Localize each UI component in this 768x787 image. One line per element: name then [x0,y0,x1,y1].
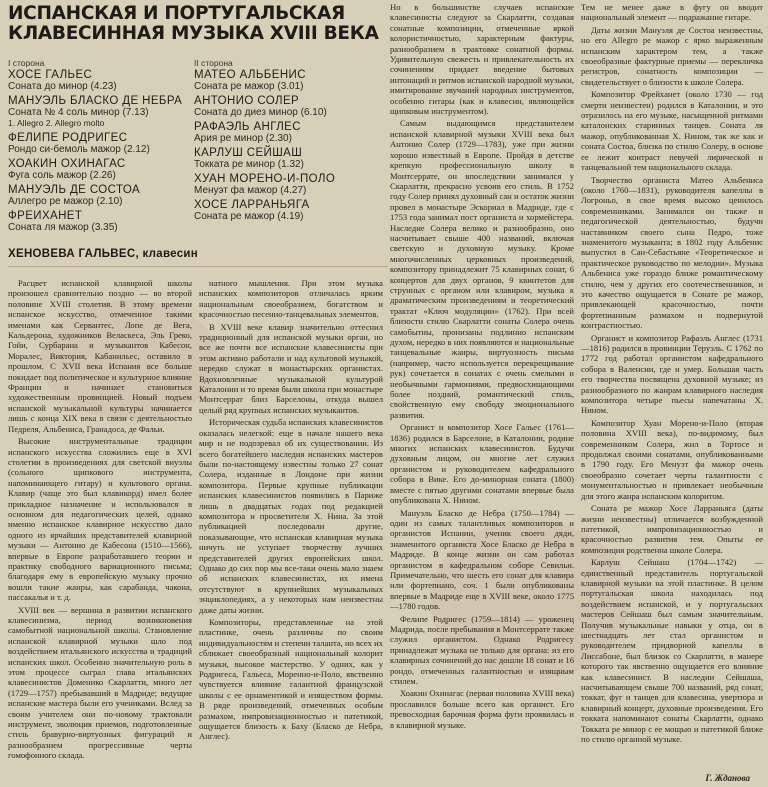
track-composer: ФРЕИХАНЕТ [8,210,83,222]
liner-notes-column-4 [581,2,763,772]
liner-paragraph: Органист и композитор Хосе Гальес (1761—1836) родился в Барселоне, в Каталонии, родине многих испанских клавесинистов. Будучи духовным лицом, он многие лет служил органистом и руководителем кафедрального собора в Вике. Его до-минорная соната (1800) вместе с пятью другими сонатами впервые была опубликована Х. Нином. [390,422,574,506]
track-item [194,173,384,196]
track-item [194,95,384,118]
track-composer: ФЕЛИПЕ РОДРИГЕС [8,132,128,144]
track-composer: МАНУЭЛЬ ДЕ СОСТОА [8,184,141,196]
liner-paragraph: Композиторы, представленные на этой пластинке, очень различны по своим индивидуальностям и степени таланта, но всех их сближает своеобразный национальный колорит музыки, высокое мастерство. У одних, как у Родригеса, Гальеса, Моренно-и-Поло, явственно чувствуется влияние галантной французской школы с ее орнаментикой и изяществом формы. В ряде произведений, отмеченных особым размахом, импровизационностью и патетикой, ощущается близость к Баху (Бласко де Небра, Англес). [199,617,383,742]
liner-paragraph: Но в большинстве случаев испанские клавесинисты следуют за Скарлатти, создавая сонатные композиции, отмеченные яркой колористичностью, характерным фактуры, разнообразием в трактовке сонатной формы. Удивительную свежесть и привлекательность их сочинениям придает введение бытовых интонаций и ритмов испанской народной музыки, имитирование звучаний народных инструментов, особенно гитары (как и клавесин, являющейся щипковым инструментом). [390,2,574,117]
liner-paragraph: Карлуш Сейшаш (1704—1742) — единственный представитель португальской клавирной музыки на этой пластинке. В целом португальская школа находилась под воздействием испанской, и у португальских мастеров Сейшаш был самым значительным. Получив музыкальные навыки у отца, он в шестнадцать лет стал органистом и руководителем придворной капеллы в Лиссабоне, был близок со Скарлатти, в манере которого так явственно ощущается его влияние как клавесинист. В наследии Сейшаша, насчитывающем свыше 700 названий, ряд сонат, токкат, фуг и танцев для клавесина, увертюра и клавирный концерт, духовные произведения. Его токката напоминают сонаты Скарлатти, однако Токката ре минор с ее мощью и патетикой ближе по стилю органной музыке. [581,557,763,745]
side-two-label: II сторона [194,58,233,68]
track-item [8,158,188,181]
track-piece: Соната ля мажор (3.35) [8,222,118,233]
track-item [8,210,188,233]
track-piece: Соната до диез минор (6.10) [194,107,327,118]
track-composer: ХОСЕ ГАЛЬЕС [8,69,93,81]
track-piece: Ария ре минор (2.30) [194,133,292,144]
track-piece: Соната ре мажор (4.19) [194,211,304,222]
liner-paragraph: натного мышления. При этом музыка испанских композиторов отличалась ярким национальным своеобразием, богатством и красочностью песенно-танцевальных элементов. [199,278,383,320]
track-item [194,147,384,170]
track-piece: Рондо си-бемоль мажор (2.12) [8,144,150,155]
liner-paragraph: В XVIII веке клавир значительно оттеснил традиционный для испанской музыки орган, но все же почти все испанские клавесинисты при этом активно работали и над культовой музыкой, нередко служат в монастырских органистах. Вдохновленные музыкальной культурой Каталонии и то время были школа при монастыре Монтсеррат близ Барселоны, откуда вышел целый ряд крупных испанских музыкантов. [199,321,383,415]
side-two-tracklist [194,69,384,225]
liner-paragraph: Творчество органиста Матео Альбениса (около 1760—1831), руководителя капеллы в Логроньо, в свое время высоко ценилось современниками. Занимался он также и педагогической деятельностью, будучи наставником своего сына Педро, тоже знаменитого музыканта; в 1802 году Альбенис выпустил в Сан-Себастьяне «Теоретическое и практическое руководство по мелодии». Музыка Альбениса уже гораздо ближе романтическому стилю, чем у других его соотечественников, и это качество ощущается в Сонате ре мажор, привлекающей красочностью, почти фортепианным размахом и подвернутой контрастностью. [581,174,763,331]
track-piece: Менуэт фа мажор (4.27) [194,185,307,196]
track-composer: ХОАКИН ОХИНАГАС [8,158,126,170]
liner-notes-column-2 [199,278,383,784]
track-composer: КАРЛУШ СЕЙШАШ [194,147,303,159]
track-piece: Аллегро ре мажор (2.10) [8,196,123,207]
track-composer: ХУАН МОРЕНО-И-ПОЛО [194,173,336,185]
liner-paragraph: Хоакин Охинагас (первая половина XVIII века) прославился больше всего как органист. Его превосходная барочная форма фуги проявилась и в клавирной музыке. [390,688,574,730]
track-item [194,199,384,222]
track-piece: Соната ре мажор (3.01) [194,81,304,92]
track-piece: Фуга соль мажор (2.26) [8,170,116,181]
liner-paragraph: Историческая судьба испанских клавесинистов оказалась нелегкой: еще в начале нашего века мир и не подозревал об их существовании. Из всего богатейшего наследия испанских мастеров были по-настоящему известны только 27 сонат Солера, изданные в Лондоне при жизни композитора. Первые крупные публикации испанских клавесинистов появились в Париже лишь в двадцатых годах под редакцией композитора и просветителя Х. Нина. За этой публикацией последовали другие, показывающие, что испанская клавирная музыка ничуть не уступает творчеству лучших представителей других европейских школ. Однако до сих пор мы все-таки очень мало знаем об испанских клавесинистах, их имена отсутствуют в крупнейших музыкальных энциклопедиях, а у некоторых нам неизвестны даже даты жизни. [199,417,383,615]
liner-notes-column-1 [8,278,192,784]
track-item [8,118,188,129]
liner-paragraph: Высокие инструментальные традиции испанского искусства сложились еще в XVI столетии в произведениях для светской виуэлы (сольного щипкового инструмента, напоминающего гитару) и культового органа. Клавир (чаще это был клавикорд) имел более прикладное назначение и использовался в основном для педагогических целей, однако именно испанское клавирное искусство дало одного из ярчайших представителей клавирной музыки — Антонио де Кабесона (1510—1566), впервые в Европе разработавшего теории и практику свободного вариационного письма; благодаря ему в европейскую музыку прочно вошли такие жанры, как сарабанда, чакона, пассакалья и т. д. [8,436,192,603]
track-item [8,132,188,155]
track-piece: Соната № 4 соль минор (7.13) [8,107,149,118]
liner-paragraph: Тем не менее даже в фугу он вводит национальный элемент — подражание гитаре. [581,2,763,23]
liner-notes-column-3 [390,2,574,784]
track-item [8,69,188,92]
liner-paragraph: Даты жизни Мануэля де Состоа неизвестны, но его Allegro ре мажор с ярко выраженным испанским характером тем, а также своеобразные фактурные приемы — перекличка регистров, сонатность композиции — свидетельствует о близости к школе Солера. [581,24,763,87]
side-one-label: I сторона [8,58,45,68]
track-piece: Соната до минор (4.23) [8,81,117,92]
performer-credit: ХЕНОВЕВА ГАЛЬВЕС, клавесин [8,248,388,267]
liner-paragraph: Расцвет испанской клавирной школы произошел сравнительно поздно — во второй половине XVIII столетия. В этому времени испанское искусство, отмеченное такими именами как Сервантес, Лопе де Вега, Кальдерона, художников Веласкеса, Эль Греко, Гойи, Сурбарана и музыкантов Кабесон, Моралес, Виктория, Кабанильес, оставило в прошлом. С XVII века Испания все больше покидает под политическое и культурное влияние Франции и начинает становиться художественным провинцией. Новый подъем испанской музыкальной культуры начинается лишь с конца XIX века в связи с деятельностью Педреля, Альбениса, Гранадоса, де Фальи. [8,278,192,434]
liner-paragraph: Фелипе Родригес (1759—1814) — уроженец Мадрида, после пребывания в Монтсеррате также служил органистом. Однако Родригесу принадлежат музыка не только для органа: из его клавирных сочинений до нас дошли 18 сонат и 16 рондо, отмеченных галантностью и изящным стилем. [390,613,574,686]
track-composer: АНТОНИО СОЛЕР [194,95,300,107]
track-item [194,69,384,92]
liner-paragraph: XVIII век — вершина в развитии испанского клавесинизма, период возникновения самобытной национальной школы. Становление испанской клавирной музыки шло под воздействием итальянского искусства и традиций испанских школ. Особенно значительную роль в этом процессе сыграл глава итальянских клавесинистов Доменико Скарлатти, много лет (1729—1757) пребывавший в Мадриде; ведущие испанские мастера были его учениками. Вслед за своим учителем они по-новому трактовали инструмент, эволюция приемов, подготовленные стиль бравурно-виртуозных фигураций и разнообразием прогрессивные черты гомофонного склада. [8,604,192,761]
track-composer: ХОСЕ ЛАРРАНЬЯГА [194,199,310,211]
track-composer: МАТЕО АЛЬБЕНИС [194,69,306,81]
track-movements: 1. Allegro 2. Allegro molto [8,118,105,128]
liner-paragraph: Самым выдающимся представителем испанской клавирной музыки XVIII века был Антонио Солер (1729—1783), уже при жизни хорошо известный в Европе. Пройдя в детстве крепкую профессиональную школу в Монтсеррате, он впоследствии занимался у Скарлатти, прекрасно усвоив его стиль. В 1752 году Солер принял духовный сан и остаток жизни провел в монастыре Эскориал в Мадриде, где с 1753 года занимал пост органиста и хормейстера. Наследие Солера велико и разнообразно, оно насчитывает свыше 400 названий, включая светскую и духовную музыку. Кроме многочисленных церковных произведений, композитору принадлежит 75 клавирных сонат, 6 концертов для двух органов, 9 квинтетов для струнных с органом или клавиром, музыка к драматическим произведениям и теоретический трактат «Ключ модуляции» (1762). При всей близости стилю Скарлатти сонаты Солера очень самобытны, пронизаны подлинно испанским духом, нередко в них появляются и национальные танцевальные жанры, виртуозность письма (например, часто используется перекрещивание рук) сочетается в сонатах с очень смелыми и необычными гармониями, предвосхищающими более поздний, романтический стиль, свойственную ему свободу эмоционального развития. [390,118,574,420]
page-title: ИСПАНСКАЯ И ПОРТУГАЛЬСКАЯ КЛАВЕСИННАЯ МУЗЫКА XVIII ВЕКА [8,3,379,44]
track-composer: МАНУЭЛЬ БЛАСКО ДЕ НЕБРА [8,95,183,107]
liner-paragraph: Соната ре мажор Хосе Ларраньяга (даты жизни неизвестны) отличается возбужденной патетикой, импровизационностью и красочностью развития тем. Опыты ее композиция родственна школе Солера. [581,503,763,555]
track-piece: Токката ре минор (1.32) [194,159,304,170]
author-signature: Г. Жданова [705,773,750,783]
liner-paragraph: Мануэль Бласко де Небра (1750—1784) — один из самых талантливых композиторов и органистов Испании, ученик своего дяди, знаменитого органиста Хосе Бласко де Небра в Мадриде. В конце жизни он сам работал органистом в кафедральном соборе Севильи. Примечательно, что шесть его сонат для клавира или фортепиано, соч. 1 были опубликованы впервые в Мадриде еще в XVIII веке, около 1775—1780 годов. [390,507,574,612]
liner-paragraph: Композитор Фрейханет (около 1730 — год смерти неизвестен) родился в Каталонии, и это отразилось на его музыке, насыщенной ритмами каталонских старинных танцев. Соната ля мажор, опубликованная Х. Нином, так же как и соната Состоа, близка по стилю Солеру, в основе ее лежит контраст певучей лирической и танцевальной тем национального склада. [581,89,763,173]
track-item [194,121,384,144]
liner-paragraph: Органист и композитор Рафаэль Англес (1731—1816) родился в провинции Теруэль. С 1762 по 1772 год работал органистом кафедрального собора в Валенсии, где и умер. Большая часть его творчества посвящена духовной музыке; из разнообразного по жанрам клавирного наследия композитора четыре пьесы напечатаны Х. Нином. [581,332,763,416]
track-item [8,95,188,118]
liner-paragraph: Композитор Хуан Морено-и-Поло (вторая половина XVIII века), по-видимому, был современником Солера, жил в Тортосе и продолжал своими сонатами, опубликованными в 1790 году. Его Менуэт фа мажор очень своеобразно сочетает черты галантности с монументальностью и привлекает необычным для этого жанра испанским колоритом. [581,417,763,501]
track-composer: РАФАЭЛЬ АНГЛЕС [194,121,301,133]
track-item [8,184,188,207]
side-one-tracklist [8,69,188,236]
